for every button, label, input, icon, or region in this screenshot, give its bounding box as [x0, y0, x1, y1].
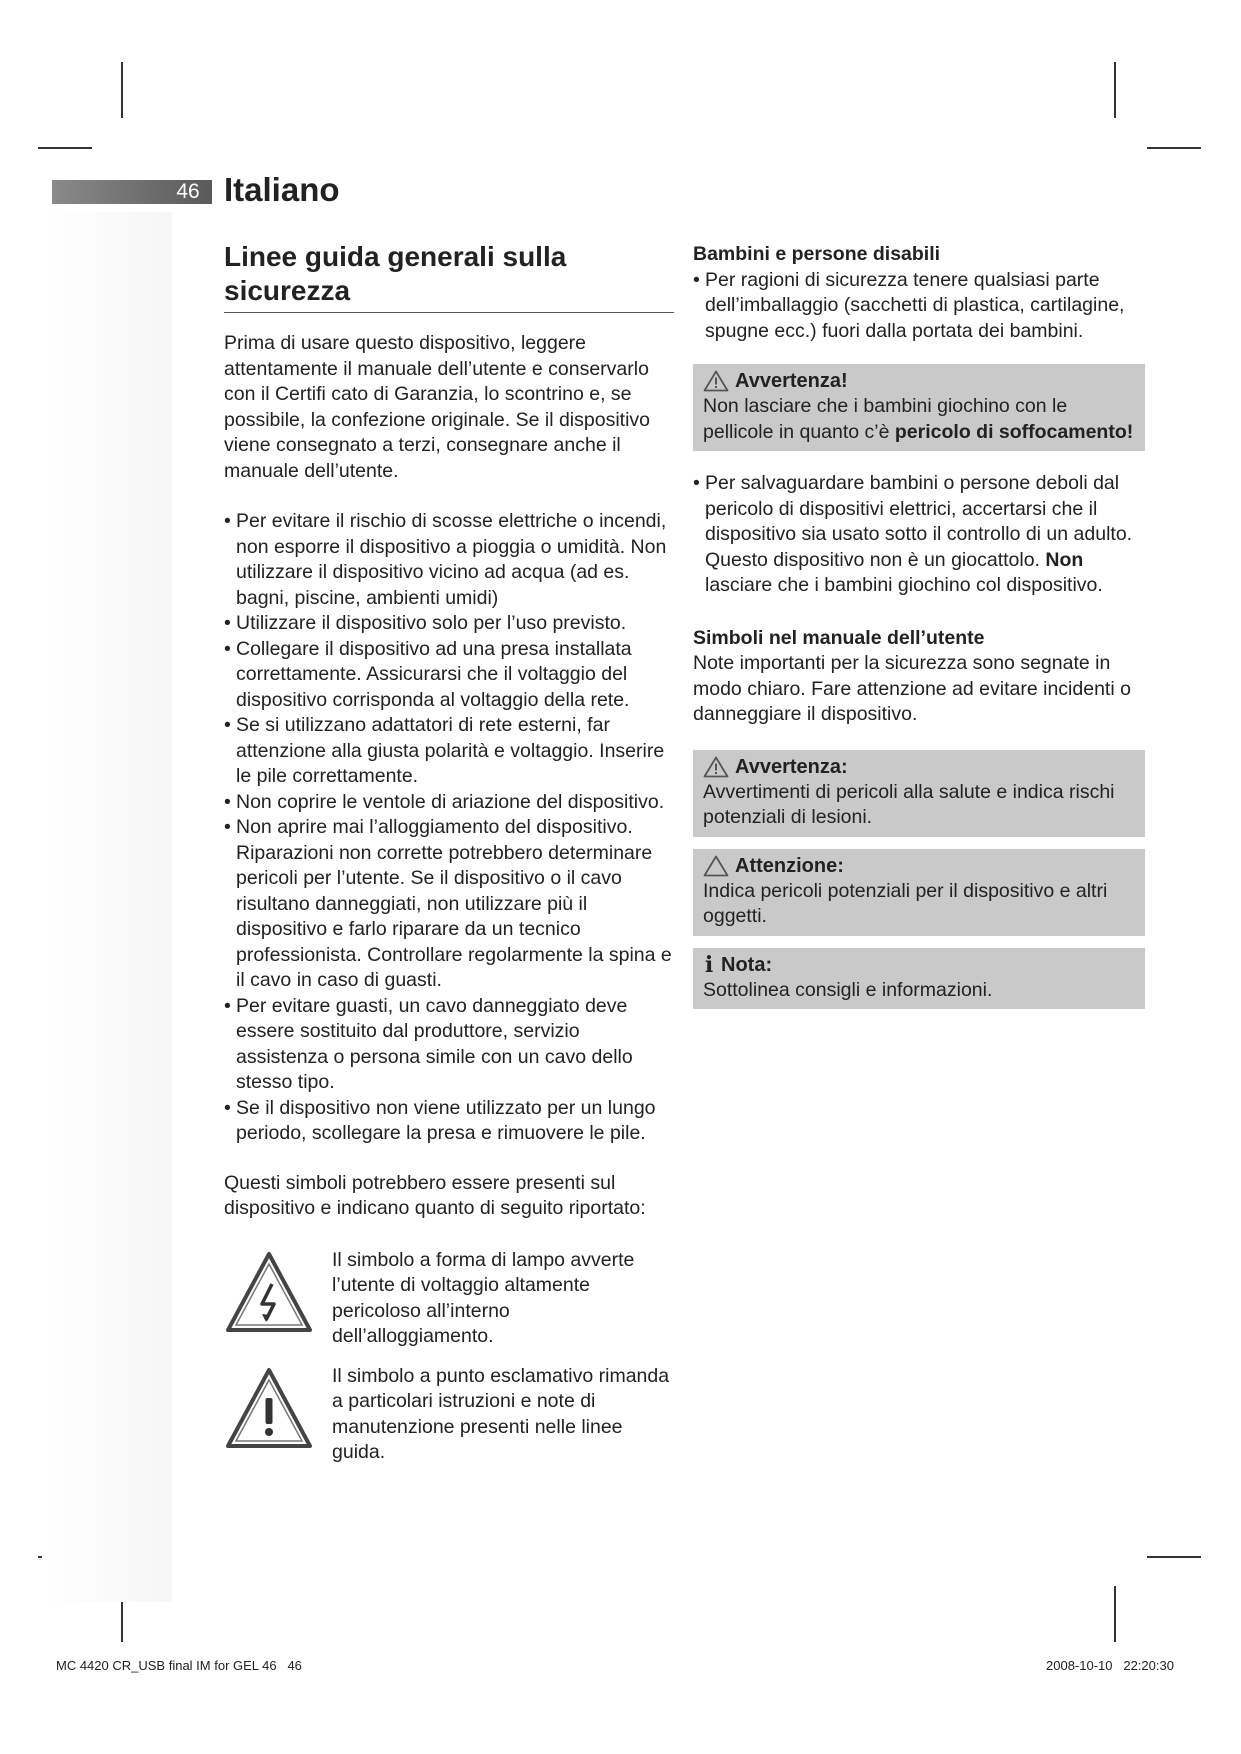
- page-number: 46: [176, 180, 200, 203]
- note-title-text: Attenzione:: [735, 854, 844, 877]
- crop-mark-top-right-vertical: [1114, 62, 1116, 118]
- exclamation-warning-icon: [224, 1364, 314, 1454]
- children-heading: Bambini e persone disabili: [693, 243, 941, 265]
- note-box-warning: [693, 750, 1145, 837]
- list-item: • Utilizzare il dispositivo solo per l’uso previsto.: [224, 611, 674, 637]
- lightning-warning-icon: [224, 1248, 314, 1338]
- footer-file-info: MC 4420 CR_USB final IM for GEL 46 46: [56, 1658, 302, 1673]
- footer-timestamp: 2008-10-10 22:20:30: [1046, 1658, 1174, 1673]
- crop-mark-bottom-right-vertical: [1114, 1586, 1116, 1642]
- warning-box-text: [703, 394, 1135, 445]
- list-item: • Collegare il dispositivo ad una presa installata correttamente. Assicurarsi che il voltaggio del dispositivo corrisponda al voltaggio della rete.: [224, 637, 674, 714]
- note-box-text: Indica pericoli potenziali per il dispositivo e altri oggetti.: [703, 879, 1108, 927]
- note-box-info: [693, 948, 1145, 1010]
- safety-bullet-list: [224, 509, 674, 1147]
- symbols-description: Note importanti per la sicurezza sono segnate in modo chiaro. Fare attenzione ad evitare incidenti o danneggiare il dispositivo.: [693, 652, 1131, 725]
- symbol-row-exclamation: [224, 1364, 674, 1466]
- symbol-text-lightning: Il simbolo a forma di lampo avverte l’utente di voltaggio altamente pericoloso all’interno dell’alloggiamento.: [332, 1248, 635, 1347]
- list-item: • Per evitare guasti, un cavo danneggiato deve essere sostituito dal produttore, servizio assistenza o persona simile con un cavo dello stesso tipo.: [224, 994, 674, 1096]
- warning-title-text: Avvertenza!: [735, 370, 848, 392]
- symbols-heading: Simboli nel manuale dell’utente: [693, 626, 985, 649]
- warning-box-suffocation: [693, 364, 1145, 451]
- info-icon: i: [704, 951, 714, 978]
- list-item: [693, 471, 1145, 599]
- left-column: [224, 240, 674, 1466]
- children-bullet-list: [693, 268, 1145, 345]
- note-box-text: Avvertimenti di pericoli alla salute e indica rischi potenziali di lesioni.: [703, 780, 1115, 828]
- note-box-text: Sottolinea consigli e informazioni.: [703, 978, 993, 1001]
- warning-text-bold: pericolo di soffocamento!: [894, 420, 1134, 443]
- note-title-text: Nota:: [721, 953, 773, 976]
- intro-paragraph: Prima di usare questo dispositivo, leggere attentamente il manuale dell’utente e conservarlo con il Certifi cato di Garanzia, lo scontrino e, se possibile, la confezione originale. Se il dispositivo viene consegnato a terzi, consegnare anche il manuale dell’utente.: [224, 332, 650, 482]
- language-title: Italiano: [224, 171, 340, 208]
- crop-mark-bottom-right-horizontal: [1147, 1556, 1201, 1558]
- list-item: • Per evitare il rischio di scosse elettriche o incendi, non esporre il dispositivo a pioggia o umidità. Non utilizzare il dispositivo vicino ad acqua (ad es. bagni, piscine, ambienti umidi): [224, 509, 674, 611]
- right-column: [693, 240, 1145, 1009]
- note-box-title: [703, 754, 1135, 780]
- symbol-row-lightning: [224, 1248, 674, 1350]
- protection-bullet-list: [693, 471, 1145, 599]
- crop-mark-top-left-horizontal: [38, 147, 92, 149]
- warning-text-normal: Non lasciare che i bambini giochino con le pellicole in quanto c’è: [703, 395, 1068, 443]
- page-side-shade: [42, 212, 172, 1602]
- list-item: • Se il dispositivo non viene utilizzato per un lungo periodo, scollegare la presa e rimuovere le pile.: [224, 1096, 674, 1147]
- caution-triangle-icon: [703, 855, 729, 877]
- crop-mark-top-left-vertical: [121, 62, 123, 118]
- list-item: • Non coprire le ventole di ariazione del dispositivo.: [224, 790, 674, 816]
- note-title-text: Avvertenza:: [735, 755, 848, 778]
- symbols-intro: Questi simboli potrebbero essere presenti sul dispositivo e indicano quanto di seguito riportato:: [224, 1171, 646, 1219]
- warning-triangle-icon: [703, 370, 729, 392]
- list-item: • Non aprire mai l’alloggiamento del dispositivo. Riparazioni non corrette potrebbero determinare pericoli per l’utente. Se il dispositivo o il cavo risultano danneggiati, non utilizzare più il dispositivo e farlo riparare da un tecnico professionista. Controllare regolarmente la spina e il cavo in caso di guasti.: [224, 815, 674, 994]
- note-box-title: [703, 853, 1135, 879]
- protection-text-part1: Per salvaguardare bambini o persone deboli dal pericolo di dispositivi elettrici, accertarsi che il dispositivo sia usato sotto il controllo di un adulto. Questo dispositivo non è un giocattolo.: [705, 472, 1133, 571]
- protection-text-bold: Non: [1045, 548, 1084, 571]
- list-item: • Per ragioni di sicurezza tenere qualsiasi parte dell’imballaggio (sacchetti di plastica, cartilagine, spugne ecc.) fuori dalla portata dei bambini.: [693, 268, 1145, 345]
- symbol-text-exclamation: Il simbolo a punto esclamativo rimanda a particolari istruzioni e note di manutenzione presenti nelle linee guida.: [332, 1364, 670, 1463]
- note-box-title: [703, 952, 1135, 978]
- note-box-caution: [693, 849, 1145, 936]
- protection-text-part2: lasciare che i bambini giochino col dispositivo.: [705, 574, 1103, 596]
- list-item: • Se si utilizzano adattatori di rete esterni, far attenzione alla giusta polarità e voltaggio. Inserire le pile correttamente.: [224, 713, 674, 790]
- section-title: Linee guida generali sulla sicurezza: [224, 240, 674, 313]
- crop-mark-top-right-horizontal: [1147, 147, 1201, 149]
- warning-triangle-icon: [703, 756, 729, 778]
- warning-box-title: [703, 368, 1135, 394]
